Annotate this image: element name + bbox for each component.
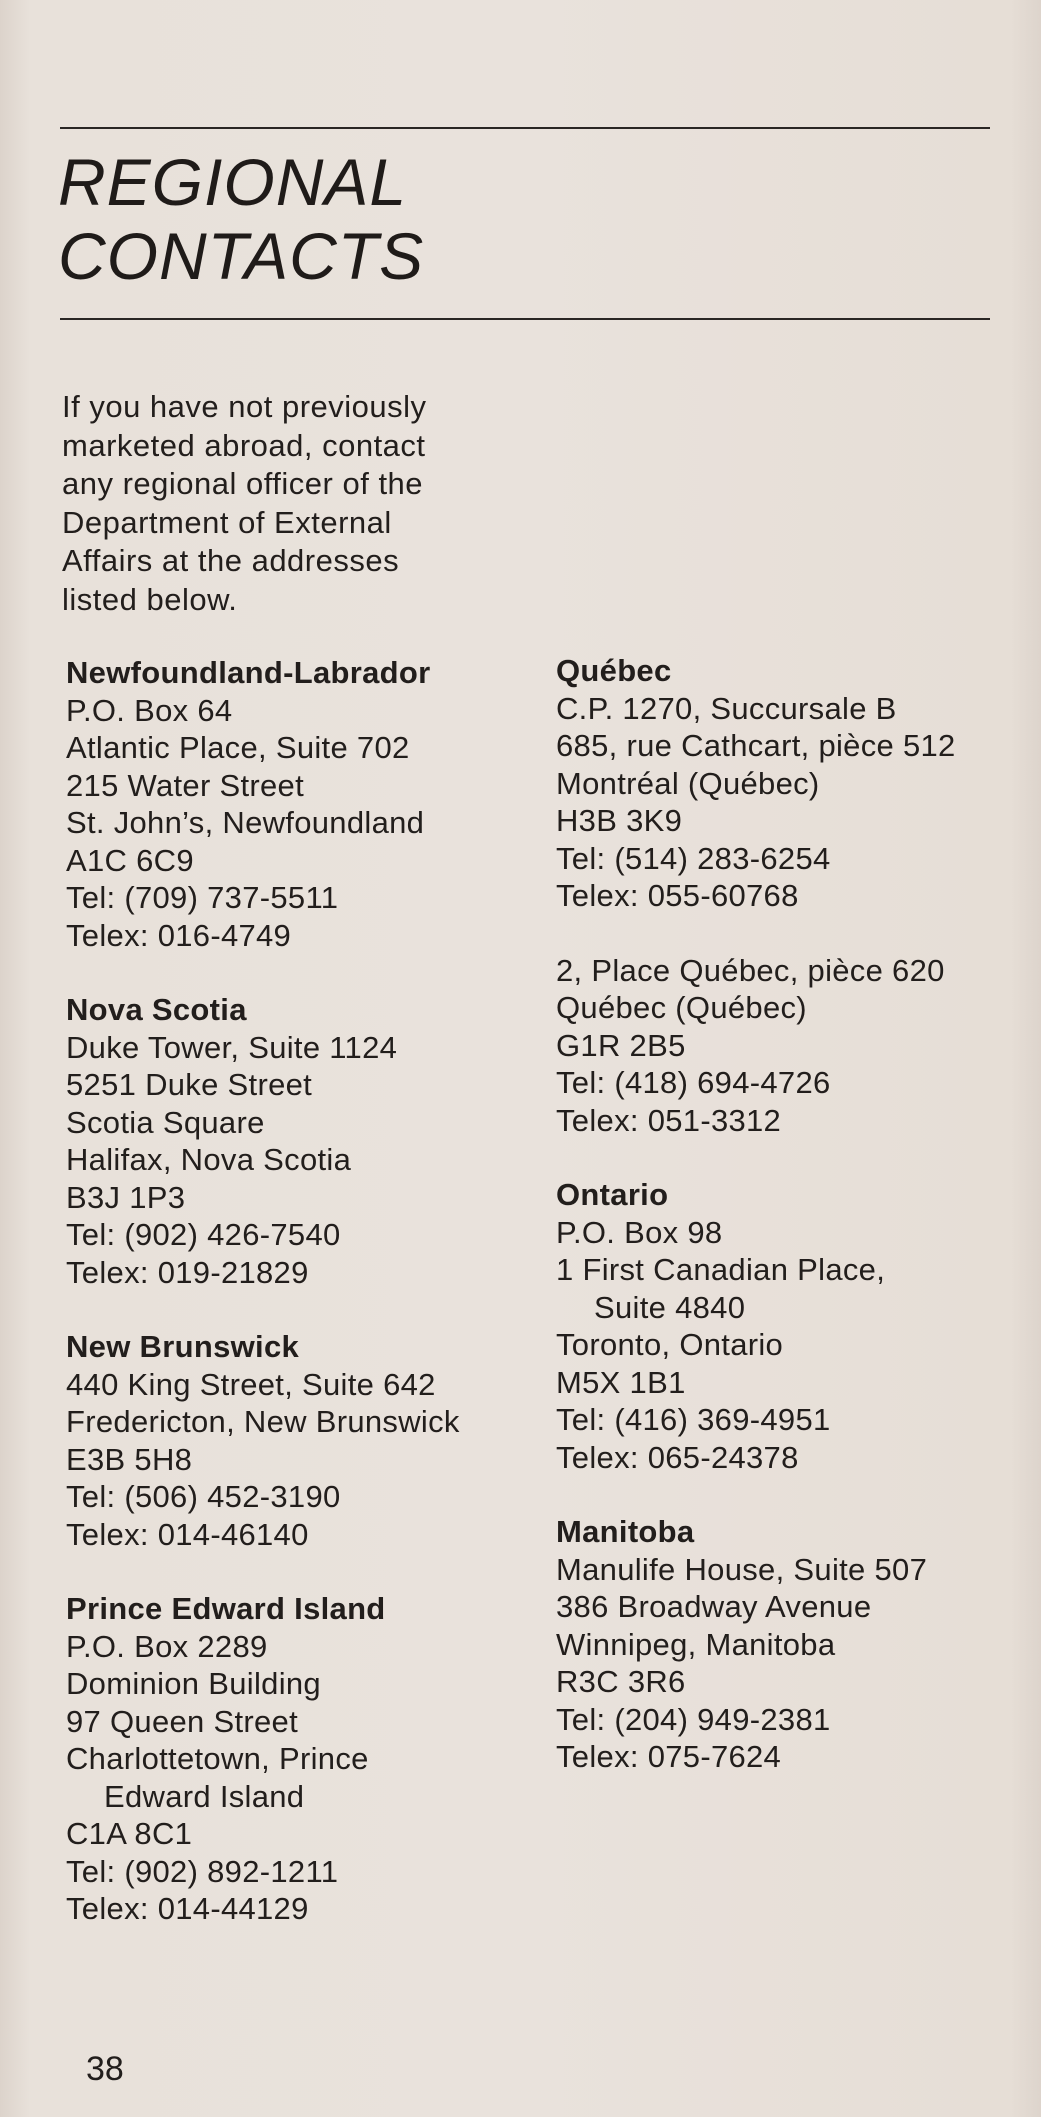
office-name: New Brunswick	[66, 1329, 300, 1364]
address-line: Atlantic Place, Suite 702	[66, 730, 410, 765]
address-line: Edward Island	[104, 1778, 305, 1814]
telephone: Tel: (204) 949-2381	[556, 1701, 831, 1737]
telex: Telex: 055-60768	[556, 878, 799, 913]
intro-line: If you have not previously	[62, 389, 427, 424]
office-ontario	[556, 1176, 1036, 1476]
address-line: Montréal (Québec)	[556, 765, 820, 801]
office-name: Ontario	[556, 1177, 669, 1212]
telephone: Tel: (709) 737-5511	[66, 880, 339, 915]
telex: Telex: 051-3312	[556, 1102, 782, 1138]
postal-code: E3B 5H8	[66, 1441, 193, 1477]
address-line: Halifax, Nova Scotia	[66, 1142, 352, 1177]
office-name: Manitoba	[556, 1514, 695, 1549]
office-quebec-montreal	[556, 652, 1036, 915]
address-line: Fredericton, New Brunswick	[66, 1404, 460, 1439]
telephone: Tel: (902) 892-1211	[66, 1853, 339, 1889]
telex: Telex: 014-44129	[66, 1891, 309, 1926]
address-line: 2, Place Québec, pièce 620	[556, 952, 945, 988]
address-line: Toronto, Ontario	[556, 1327, 784, 1362]
intro-paragraph	[62, 388, 532, 619]
telephone: Tel: (418) 694-4726	[556, 1065, 831, 1100]
office-quebec-city	[556, 952, 1036, 1140]
intro-line: marketed abroad, contact	[62, 427, 426, 463]
contacts-left-column	[66, 654, 546, 1965]
address-line: 386 Broadway Avenue	[556, 1589, 872, 1624]
telephone: Tel: (416) 369-4951	[556, 1402, 831, 1437]
address-line: Québec (Québec)	[556, 990, 807, 1025]
address-line: C.P. 1270, Succursale B	[556, 690, 897, 726]
title-top-rule	[60, 127, 990, 129]
office-new-brunswick	[66, 1328, 546, 1553]
office-nova-scotia	[66, 991, 546, 1291]
telex: Telex: 016-4749	[66, 917, 292, 953]
office-name: Newfoundland-Labrador	[66, 655, 431, 690]
address-line: Duke Tower, Suite 1124	[66, 1029, 398, 1065]
page-title-line-2: CONTACTS	[58, 219, 425, 293]
intro-line: Affairs at the addresses	[62, 543, 400, 578]
postal-code: R3C 3R6	[556, 1664, 686, 1699]
telex: Telex: 065-24378	[556, 1439, 799, 1475]
postal-code: A1C 6C9	[66, 842, 194, 878]
office-newfoundland-labrador	[66, 654, 546, 954]
intro-line: listed below.	[62, 581, 238, 617]
address-line: P.O. Box 2289	[66, 1628, 268, 1664]
telephone: Tel: (506) 452-3190	[66, 1479, 341, 1514]
office-manitoba	[556, 1513, 1036, 1776]
telephone: Tel: (514) 283-6254	[556, 840, 831, 876]
office-prince-edward-island	[66, 1590, 546, 1928]
page-title	[58, 145, 424, 293]
postal-code: C1A 8C1	[66, 1816, 193, 1851]
address-line: Winnipeg, Manitoba	[556, 1626, 836, 1662]
address-line: P.O. Box 98	[556, 1214, 723, 1250]
address-line: Charlottetown, Prince	[66, 1741, 369, 1776]
address-line: 685, rue Cathcart, pièce 512	[556, 728, 956, 763]
address-line: 1 First Canadian Place,	[556, 1252, 886, 1287]
address-line: 215 Water Street	[66, 767, 304, 803]
telex: Telex: 014-46140	[66, 1516, 309, 1552]
intro-line: Department of External	[62, 504, 392, 540]
address-line: Manulife House, Suite 507	[556, 1551, 928, 1587]
address-line: Dominion Building	[66, 1666, 321, 1701]
address-line: Scotia Square	[66, 1104, 265, 1140]
telephone: Tel: (902) 426-7540	[66, 1217, 341, 1252]
postal-code: H3B 3K9	[556, 803, 683, 838]
postal-code: M5X 1B1	[556, 1364, 686, 1400]
postal-code: G1R 2B5	[556, 1027, 686, 1063]
telex: Telex: 075-7624	[556, 1739, 782, 1774]
postal-code: B3J 1P3	[66, 1179, 186, 1215]
page-title-line-1: REGIONAL	[58, 145, 408, 219]
address-line: 440 King Street, Suite 642	[66, 1366, 436, 1402]
title-bottom-rule	[60, 318, 990, 320]
telex: Telex: 019-21829	[66, 1254, 309, 1290]
address-line: 97 Queen Street	[66, 1703, 298, 1739]
address-line: Suite 4840	[594, 1289, 746, 1325]
office-name: Nova Scotia	[66, 992, 247, 1027]
office-name: Prince Edward Island	[66, 1591, 386, 1626]
contacts-right-column	[556, 652, 1036, 1813]
page-number: 38	[86, 2050, 124, 2088]
address-line: 5251 Duke Street	[66, 1067, 313, 1102]
intro-line: any regional officer of the	[62, 466, 424, 501]
office-name: Québec	[556, 653, 672, 688]
address-line: P.O. Box 64	[66, 692, 233, 728]
address-line: St. John’s, Newfoundland	[66, 805, 425, 840]
